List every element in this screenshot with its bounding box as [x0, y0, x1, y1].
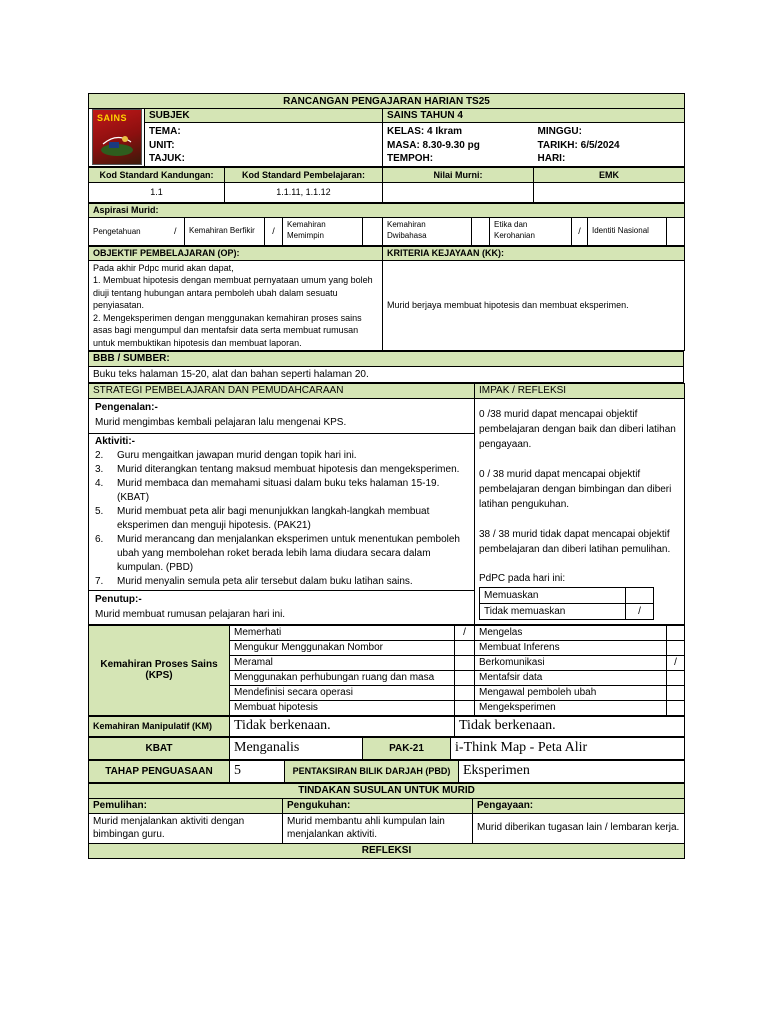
page-title: RANCANGAN PENGAJARAN HARIAN TS25: [89, 94, 685, 109]
nilai-murni-value: [383, 182, 534, 202]
tema-label: TEMA:: [149, 126, 181, 137]
tempoh-label: TEMPOH:: [387, 153, 434, 164]
kps-mark: [667, 625, 685, 640]
kps-mark: [667, 640, 685, 655]
kriteria-content: Murid berjaya membuat hipotesis dan membuat eksperimen.: [383, 260, 685, 350]
pdpc-option: Memuaskan: [480, 587, 626, 603]
aktiviti-item: 7. Murid menyalin semula peta alir tersebut dalam buku latihan sains.: [95, 575, 413, 587]
tahap-label: TAHAP PENGUASAAN: [89, 760, 230, 782]
aspirasi-label: Aspirasi Murid:: [89, 203, 685, 217]
penutup-label: Penutup:-: [95, 593, 142, 605]
penutup-text: Murid membuat rumusan pelajaran hari ini.: [95, 608, 286, 620]
pengayaan-text: Murid diberikan tugasan lain / lembaran kerja.: [473, 813, 685, 843]
subjek-value: SAINS TAHUN 4: [383, 109, 685, 123]
tema-unit-tajuk: [145, 123, 383, 167]
hari-label: HARI:: [537, 153, 566, 164]
minggu-label: MINGGU:: [537, 126, 582, 137]
kps-mark: [667, 670, 685, 685]
aspirasi-mark: [472, 217, 490, 245]
impak-content: [475, 398, 685, 624]
kod-standard-kandungan-header: Kod Standard Kandungan:: [89, 167, 225, 182]
kbat-value: Menganalis: [230, 737, 363, 759]
pengayaan-label: Pengayaan:: [473, 798, 685, 813]
pdpc-label: PdPC pada hari ini:: [479, 572, 566, 584]
aktiviti-item: 4. Murid membaca dan memahami situasi dalam buku teks halaman 15-19. (KBAT): [95, 477, 440, 503]
aktiviti-list: [95, 449, 468, 589]
kod-standard-pembelajaran-value: 1.1.11, 1.1.12: [225, 182, 383, 202]
kps-item: Meramal: [230, 655, 455, 670]
kriteria-label: KRITERIA KEJAYAAN (KK):: [383, 246, 685, 260]
pbd-label: PENTAKSIRAN BILIK DARJAH (PBD): [285, 760, 459, 782]
pdpc-mark: [626, 587, 654, 603]
objektif-line: 2. Mengeksperimen dengan menggunakan kemahiran proses sains asas bagi mengumpul dan mentafsir data serta membuat rumusan untuk membuktikan hipotesis dan membuat laporan.: [93, 312, 362, 349]
pemulihan-label: Pemulihan:: [89, 798, 283, 813]
pemulihan-text: Murid menjalankan aktiviti dengan bimbingan guru.: [89, 813, 283, 843]
pdpc-option: Tidak memuaskan: [480, 603, 626, 619]
kps-item: Mengeksperimen: [475, 700, 667, 715]
susulan-label: TINDAKAN SUSULAN UNTUK MURID: [89, 783, 685, 798]
kps-mark: [455, 685, 475, 700]
nilai-murni-header: Nilai Murni:: [383, 167, 534, 182]
kps-mark: /: [667, 655, 685, 670]
kod-standard-pembelajaran-header: Kod Standard Pembelajaran:: [225, 167, 383, 182]
pak21-label: PAK-21: [363, 737, 451, 759]
aspirasi-mark: /: [265, 217, 283, 245]
minggu-tarikh: [534, 123, 685, 167]
refleksi-label: REFLEKSI: [89, 843, 685, 858]
kps-mark: [455, 655, 475, 670]
cover-art-icon: [99, 130, 135, 158]
pengukuhan-label: Pengukuhan:: [283, 798, 473, 813]
impak-label: IMPAK / REFLEKSI: [475, 383, 685, 398]
tahap-value: 5: [230, 760, 285, 782]
km-value-1: Tidak berkenaan.: [230, 716, 455, 736]
objektif-line: Pada akhir Pdpc murid akan dapat,: [93, 262, 234, 273]
aktiviti-label: Aktiviti:-: [95, 435, 135, 447]
aspirasi-item: Pengetahuan: [89, 217, 167, 245]
assessment-table: [88, 716, 685, 737]
bbb-text: Buku teks halaman 15-20, alat dan bahan seperti halaman 20.: [89, 366, 684, 382]
kps-item: Mentafsir data: [475, 670, 667, 685]
kps-item: Berkomunikasi: [475, 655, 667, 670]
kps-mark: [455, 670, 475, 685]
book-cover: [92, 109, 142, 165]
kbat-label: KBAT: [89, 737, 230, 759]
kelas-masa: [383, 123, 534, 167]
pak21-value: i-Think Map - Peta Alir: [451, 737, 685, 759]
kps-mark: [455, 700, 475, 715]
emk-value: [534, 182, 685, 202]
aspirasi-item: Kemahiran Dwibahasa: [383, 217, 472, 245]
impak-pemulihan: 38 / 38 murid tidak dapat mencapai objektif pembelajaran dan diberi latihan pemulihan.: [479, 528, 671, 555]
kps-item: Membuat Inferens: [475, 640, 667, 655]
objektif-content: [89, 260, 383, 350]
aspirasi-item: Identiti Nasional: [588, 217, 667, 245]
km-value-2: Tidak berkenaan.: [455, 716, 685, 736]
aspirasi-item: Etika dan Kerohanian: [490, 217, 572, 245]
unit-label: UNIT:: [149, 139, 175, 151]
kps-label: Kemahiran Proses Sains (KPS): [89, 625, 230, 715]
kps-item: Mendefinisi secara operasi: [230, 685, 455, 700]
aktiviti-item: 5. Murid membuat peta alir bagi menunjukkan langkah-langkah membuat eksperimen dan menguji hipotesis. (PAK21): [95, 505, 430, 531]
kps-item: Memerhati: [230, 625, 455, 640]
objektif-table: [88, 246, 685, 351]
bbb-table: [88, 351, 684, 383]
susulan-table: [88, 783, 685, 859]
pengukuhan-text: Murid membantu ahli kumpulan lain menjalankan aktiviti.: [283, 813, 473, 843]
kps-table: [88, 625, 685, 716]
lesson-plan-document: [88, 93, 684, 859]
kps-mark: /: [455, 625, 475, 640]
strategi-content: [89, 398, 475, 624]
pengenalan-label: Pengenalan:-: [95, 401, 158, 413]
info-table: [88, 93, 685, 167]
strategi-label: STRATEGI PEMBELAJARAN DAN PEMUDAHCARAAN: [89, 383, 475, 398]
kps-mark: [455, 640, 475, 655]
kps-item: Mengawal pemboleh ubah: [475, 685, 667, 700]
bbb-label: BBB / SUMBER:: [89, 351, 684, 366]
aktiviti-item: 2. Guru mengaitkan jawapan murid dengan topik hari ini.: [95, 449, 357, 461]
aspirasi-mark: /: [167, 217, 185, 245]
kps-mark: [667, 700, 685, 715]
pdpc-table: [479, 587, 654, 620]
kps-item: Mengukur Menggunakan Nombor: [230, 640, 455, 655]
standards-table: [88, 167, 685, 203]
tarikh-label: TARIKH: 6/5/2024: [537, 139, 620, 151]
tajuk-label: TAJUK:: [149, 153, 185, 164]
kps-item: Menggunakan perhubungan ruang dan masa: [230, 670, 455, 685]
emk-header: EMK: [534, 167, 685, 182]
aspirasi-mark: /: [572, 217, 588, 245]
kelas-label: KELAS: 4 Ikram: [387, 126, 463, 137]
kps-mark: [667, 685, 685, 700]
strategi-table: [88, 383, 685, 625]
aspirasi-mark: [363, 217, 383, 245]
tahap-table: [88, 760, 685, 783]
book-cover-image: [89, 109, 145, 167]
kbat-table: [88, 737, 685, 760]
aspirasi-item: Kemahiran Berfikir: [185, 217, 265, 245]
pbd-value: Eksperimen: [459, 760, 685, 782]
impak-pengayaan: 0 /38 murid dapat mencapai objektif pembelajaran dengan baik dan diberi latihan pengayaan.: [479, 408, 676, 450]
masa-label: MASA: 8.30-9.30 pg: [387, 139, 480, 151]
kps-item: Membuat hipotesis: [230, 700, 455, 715]
aspirasi-table: [88, 203, 685, 246]
cover-logo: SAINS: [97, 113, 128, 124]
aktiviti-item: 6. Murid merancang dan menjalankan eksperimen untuk menentukan pemboleh ubah yang membolehan roket berada lebih lama diudara secara dalam kumpulan. (PBD): [95, 533, 460, 573]
kps-item: Mengelas: [475, 625, 667, 640]
aspirasi-item: Kemahiran Memimpin: [283, 217, 363, 245]
subjek-label: SUBJEK: [145, 109, 383, 123]
impak-pengukuhan: 0 / 38 murid dapat mencapai objektif pembelajaran dengan bimbingan dan diberi latihan pengukuhan.: [479, 468, 672, 510]
aktiviti-item: 3. Murid diterangkan tentang maksud membuat hipotesis dan mengeksperimen.: [95, 463, 460, 475]
pdpc-mark: /: [626, 603, 654, 619]
pengenalan-text: Murid mengimbas kembali pelajaran lalu mengenai KPS.: [95, 416, 347, 428]
objektif-label: OBJEKTIF PEMBELAJARAN (OP):: [89, 246, 383, 260]
km-label: Kemahiran Manipulatif (KM): [89, 716, 230, 736]
objektif-line: 1. Membuat hipotesis dengan membuat pernyataan umum yang boleh diuji tentang hubungan antara pemboleh ubah dalam sesuatu penyiasatan.: [93, 275, 373, 311]
kod-standard-kandungan-value: 1.1: [89, 182, 225, 202]
aspirasi-mark: [667, 217, 685, 245]
